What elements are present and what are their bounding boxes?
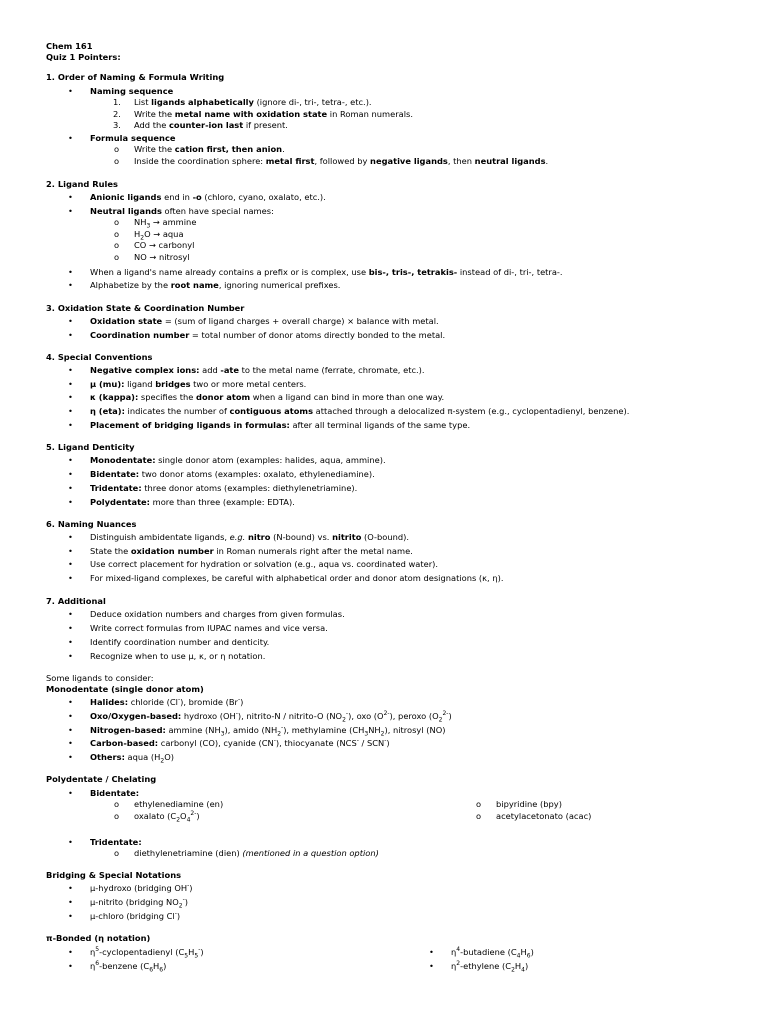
bridging-heading: Bridging & Special Notations [46,870,182,880]
naming-sequence-label: Naming sequence [90,86,174,96]
list-marker: o [114,799,120,809]
list-item: Oxo/Oxygen-based: hydroxo (OH-), nitrito-N / nitrito-O $(NO_2^-)$, oxo $(O^{2-})$, peroxo $(O_2^{2-})$ [90,710,452,724]
list-marker: • [68,961,73,971]
list-marker: • [68,883,73,893]
section-1-heading: 1. Order of Naming & Formula Writing [46,72,225,82]
list-marker: • [68,192,73,202]
list-marker: • [68,559,73,569]
list-marker: • [68,573,73,583]
bullet-marker: • [68,133,73,143]
list-marker: • [68,697,73,707]
bullet-marker: • [68,86,73,96]
list-item: Coordination number = total number of donor atoms directly bonded to the metal. [90,330,446,340]
list-item: Halides: chloride (Cl-), bromide (Br-) [90,696,244,707]
list-marker: • [68,455,73,465]
list-item: κ (kappa): specifies the donor atom when a ligand can bind in more than one way. [90,392,445,402]
list-item: Identify coordination number and denticity. [90,637,270,647]
list-marker: • [68,497,73,507]
list-item: CO → carbonyl [134,240,195,250]
list-item: Write the cation first, then anion. [134,144,285,154]
pi-bonded-heading: π-Bonded (η notation) [46,933,151,943]
list-item: Neutral ligands often have special names: [90,206,274,216]
list-marker: • [68,623,73,633]
section-7-heading: 7. Additional [46,596,106,606]
monodentate-heading: Monodentate (single donor atom) [46,684,204,694]
list-item: $\eta^2$-ethylene $(C_2H_4)$ [451,960,529,974]
ligands-intro: Some ligands to consider: [46,673,154,683]
list-marker: o [114,144,120,154]
bidentate-label: Bidentate: [90,788,140,798]
list-item: Monodentate: single donor atom (examples: halides, aqua, ammine). [90,455,386,465]
list-item: Deduce oxidation numbers and charges from given formulas. [90,609,345,619]
list-marker: • [68,392,73,402]
list-item: Alphabetize by the root name, ignoring numerical prefixes. [90,280,341,290]
list-marker: • [68,379,73,389]
section-6-heading: 6. Naming Nuances [46,519,137,529]
list-marker: • [68,609,73,619]
list-item: μ (mu): ligand bridges two or more metal centers. [90,379,307,389]
list-item: ethylenediamine (en) [134,799,224,809]
section-2-heading: 2. Ligand Rules [46,179,118,189]
list-item: Oxidation state = (sum of ligand charges + overall charge) × balance with metal. [90,316,439,326]
list-item: bipyridine (bpy) [496,799,562,809]
list-item: μ-chloro (bridging Cl-) [90,910,181,921]
list-item: $NH_3 \to ammine$ [134,217,197,230]
list-item: For mixed-ligand complexes, be careful with alphabetical order and donor atom designations (κ, η). [90,573,504,583]
list-marker: • [68,725,73,735]
list-item: Inside the coordination sphere: metal first, followed by negative ligands, then neutral ligands. [134,156,549,166]
list-item: $\eta^6$-benzene $(C_6H_6)$ [90,960,167,974]
list-item: Others: aqua $(H_2O)$ [90,752,174,765]
list-marker: o [114,811,120,821]
list-item: Anionic ligands end in -o (chloro, cyano, oxalato, etc.). [90,192,326,202]
list-marker: • [68,897,73,907]
list-item: Write the metal name with oxidation state in Roman numerals. [134,109,413,119]
list-item: Nitrogen-based: ammine $(NH_3)$, amido $(NH_2^-)$, methylamine $(CH_3NH_2)$, nitrosyl (NO) [90,724,446,738]
list-item: Write correct formulas from IUPAC names and vice versa. [90,623,328,633]
list-marker: • [68,947,73,957]
list-marker: 2. [113,109,121,119]
list-item: Recognize when to use μ, κ, or η notation. [90,651,266,661]
bullet-marker: • [68,788,73,798]
list-item: μ-nitrito (bridging $NO_2^-$) [90,896,188,910]
course-title: Chem 161 [46,41,93,51]
list-item: List ligands alphabetically (ignore di-, tri-, tetra-, etc.). [134,97,372,107]
list-marker: o [476,811,482,821]
list-marker: • [68,546,73,556]
list-marker: • [68,469,73,479]
list-marker: • [68,267,73,277]
list-item: oxalato $(C_2O_4^{2-})$ [134,810,200,824]
list-item: $H_2O$ → aqua [134,229,184,242]
list-marker: • [68,752,73,762]
list-marker: • [68,406,73,416]
list-marker: • [429,947,434,957]
list-marker: • [68,365,73,375]
list-marker: • [68,420,73,430]
list-marker: • [68,280,73,290]
section-3-heading: 3. Oxidation State & Coordination Number [46,303,245,313]
formula-sequence-label: Formula sequence [90,133,176,143]
quiz-subtitle: Quiz 1 Pointers: [46,52,121,62]
bullet-marker: • [68,837,73,847]
list-marker: • [68,206,73,216]
list-marker: o [476,799,482,809]
section-5-heading: 5. Ligand Denticity [46,442,135,452]
list-item: acetylacetonato (acac) [496,811,592,821]
polydentate-heading: Polydentate / Chelating [46,774,157,784]
list-marker: 1. [113,97,121,107]
list-marker: • [68,637,73,647]
list-item: NO → nitrosyl [134,252,190,262]
list-marker: o [114,240,120,250]
list-item: Negative complex ions: add -ate to the metal name (ferrate, chromate, etc.). [90,365,425,375]
tridentate-label: Tridentate: [90,837,142,847]
list-marker: • [68,738,73,748]
list-item: Placement of bridging ligands in formulas: after all terminal ligands of the same type. [90,420,471,430]
list-item: η (eta): indicates the number of contiguous atoms attached through a delocalized π-system (e.g., cyclopentadienyl, benzene). [90,406,630,416]
list-item: diethylenetriamine (dien) (mentioned in a question option) [134,848,379,858]
list-item: $\eta^5$-cyclopentadienyl $(C_5H_5^-)$ [90,946,204,960]
list-marker: • [429,961,434,971]
list-marker: o [114,848,120,858]
list-item: Use correct placement for hydration or solvation (e.g., aqua vs. coordinated water). [90,559,439,569]
list-marker: o [114,252,120,262]
list-marker: • [68,911,73,921]
list-marker: o [114,229,120,239]
list-item: Polydentate: more than three (example: EDTA). [90,497,295,507]
list-item: Tridentate: three donor atoms (examples: diethylenetriamine). [90,483,358,493]
list-marker: 3. [113,120,121,130]
list-marker: o [114,156,120,166]
section-4-heading: 4. Special Conventions [46,352,153,362]
list-item: Distinguish ambidentate ligands, e.g. nitro (N-bound) vs. nitrito (O-bound). [90,532,410,542]
list-item: μ-hydroxo (bridging OH-) [90,882,193,893]
list-marker: • [68,316,73,326]
list-marker: • [68,330,73,340]
list-item: When a ligand's name already contains a prefix or is complex, use bis-, tris-, tetrakis- instead of di-, tri-, tetra-. [90,267,563,277]
list-item: State the oxidation number in Roman numerals right after the metal name. [90,546,413,556]
list-item: Add the counter-ion last if present. [134,120,288,130]
list-item: Bidentate: two donor atoms (examples: oxalato, ethylenediamine). [90,469,375,479]
list-marker: • [68,532,73,542]
list-item: Carbon-based: carbonyl (CO), cyanide (CN-), thiocyanate (NCS- / SCN-) [90,737,390,748]
list-marker: o [114,217,120,227]
list-item: $\eta^4$-butadiene $(C_4H_6)$ [451,946,534,960]
list-marker: • [68,651,73,661]
list-marker: • [68,711,73,721]
list-marker: • [68,483,73,493]
